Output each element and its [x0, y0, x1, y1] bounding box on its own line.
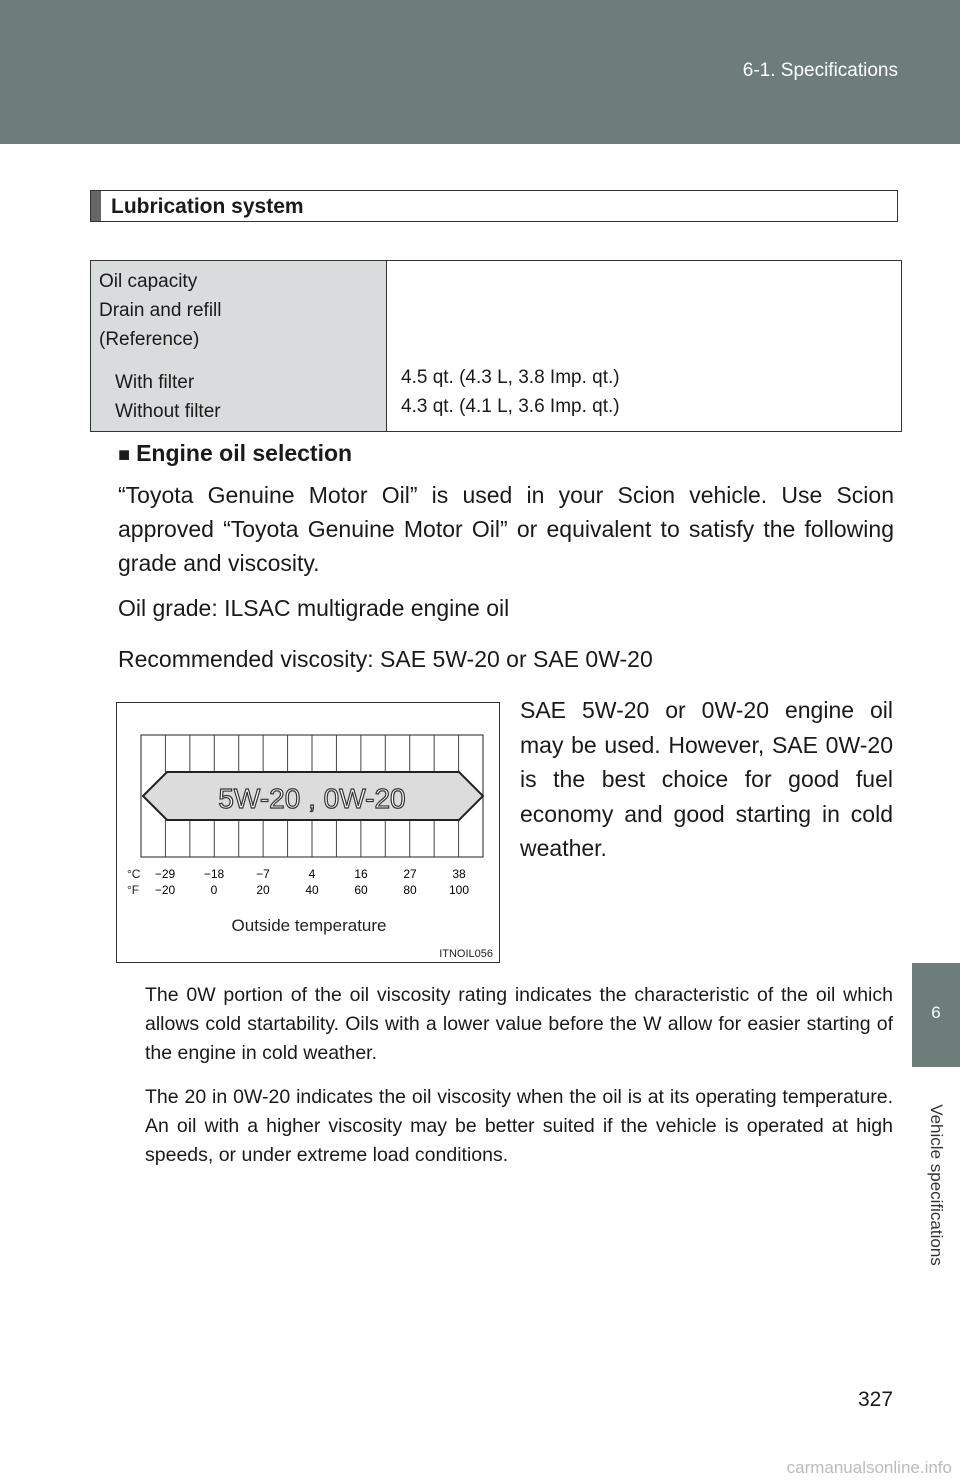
chapter-tab[interactable] — [912, 963, 960, 1067]
fahrenheit-tick-label: 0 — [210, 883, 218, 897]
fahrenheit-tick-label: 20 — [256, 883, 270, 897]
celsius-unit: °C — [127, 867, 141, 881]
fahrenheit-tick-label: 40 — [305, 883, 319, 897]
spec-label-line: (Reference) — [99, 329, 200, 350]
chapter-label: Vehicle specifications — [927, 1104, 946, 1266]
page-number: 327 — [858, 1388, 894, 1411]
engine-oil-heading — [118, 440, 352, 467]
oil-grade-line: Oil grade: ILSAC multigrade engine oil — [118, 595, 510, 621]
engine-oil-heading-text: Engine oil selection — [136, 440, 353, 466]
viscosity-chart — [116, 702, 500, 963]
spec-label-line: Drain and refill — [99, 300, 222, 321]
spec-value-column — [387, 261, 901, 431]
viscosity-line: Recommended viscosity: SAE 5W-20 or SAE 0W-20 — [118, 646, 653, 672]
spec-row-label: Without filter — [115, 401, 221, 422]
section-header-title: 6-1. Specifications — [742, 60, 898, 81]
chapter-number: 6 — [931, 1003, 941, 1022]
square-bullet-icon: ■ — [118, 444, 131, 466]
celsius-tick-label: 27 — [403, 867, 417, 881]
fahrenheit-tick-label: 60 — [354, 883, 368, 897]
fahrenheit-tick-label: −20 — [154, 883, 176, 897]
viscosity-chart-svg — [117, 703, 499, 962]
section-title: Lubrication system — [111, 195, 304, 218]
watermark: carmanualsonline.info — [786, 1458, 952, 1477]
engine-oil-paragraph: “Toyota Genuine Motor Oil” is used in your Scion vehicle. Use Scion approved “Toyota Genuine Motor Oil” or equivalent to satisfy the following grade and viscosity. — [118, 482, 894, 576]
spec-label-column — [91, 261, 387, 431]
spec-row-value: 4.5 qt. (4.3 L, 3.8 Imp. qt.) — [401, 367, 620, 388]
fahrenheit-tick-label: 80 — [403, 883, 417, 897]
section-accent — [91, 191, 101, 221]
celsius-tick-label: 4 — [308, 867, 316, 881]
celsius-tick-label: −18 — [203, 867, 225, 881]
note-paragraph: The 20 in 0W-20 indicates the oil viscosity when the oil is at its operating temperature. An oil with a higher viscosity may be better suited if the vehicle is operated at high speeds, or under extreme load conditions. — [145, 1086, 893, 1166]
note-paragraph: The 0W portion of the oil viscosity rating indicates the characteristic of the oil which allows cold startability. Oils with a lower value before the W allow for easier starting of the engine in cold weather. — [145, 984, 893, 1064]
axis-label: Outside temperature — [231, 916, 387, 935]
oil-capacity-table — [90, 260, 902, 432]
celsius-tick-label: 38 — [452, 867, 466, 881]
spec-row-label: With filter — [115, 372, 195, 393]
fahrenheit-unit: °F — [127, 883, 140, 897]
figure-id: ITNOIL056 — [439, 948, 493, 960]
celsius-tick-label: −29 — [154, 867, 176, 881]
arrow-label: 5W-20 , 0W-20 — [218, 783, 406, 814]
fahrenheit-tick-label: 100 — [448, 883, 470, 897]
celsius-tick-label: 16 — [354, 867, 368, 881]
spec-label-line: Oil capacity — [99, 271, 198, 292]
header-band — [0, 0, 960, 144]
chapter-label-box — [912, 1070, 960, 1300]
figure-caption: SAE 5W-20 or 0W-20 engine oil may be used. However, SAE 0W-20 is the best choice for good fuel economy and good starting in cold weather. — [520, 697, 893, 861]
spec-row-value: 4.3 qt. (4.1 L, 3.6 Imp. qt.) — [401, 396, 620, 417]
section-title-bar — [90, 190, 898, 222]
celsius-tick-label: −7 — [256, 867, 270, 881]
